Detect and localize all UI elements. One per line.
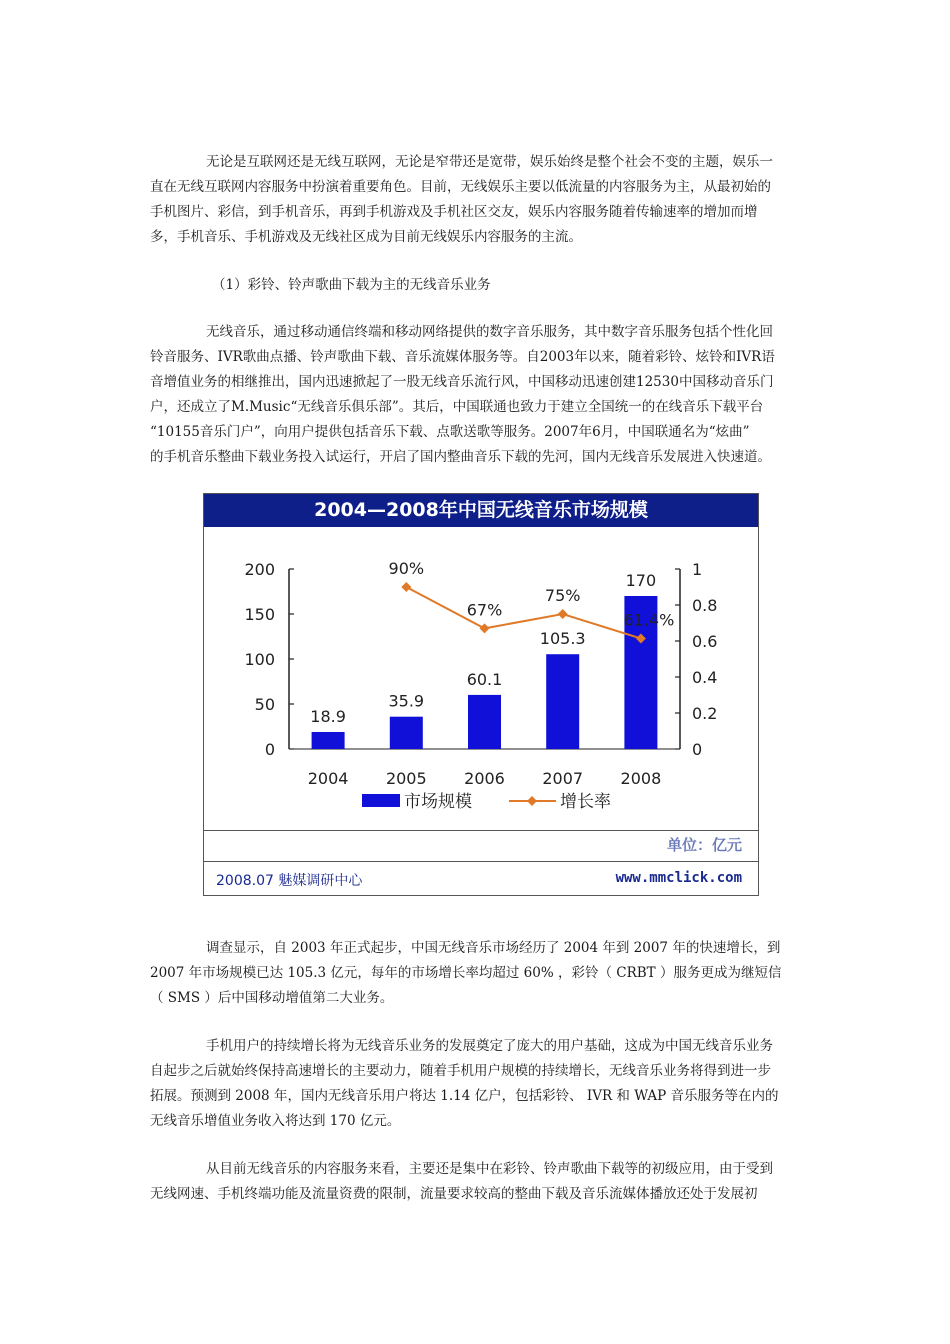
text-line: “10155音乐门户”，向用户提供包括音乐下载、点歌送歌等服务。2007年6月，中国联通名为“炫曲” bbox=[150, 424, 750, 440]
legend-line-marker bbox=[527, 796, 537, 806]
right-axis-tick-label: 0.8 bbox=[692, 596, 718, 615]
left-axis-tick-label: 150 bbox=[244, 605, 275, 624]
paragraph-survey bbox=[150, 936, 812, 1011]
legend-bar-label: 市场规模 bbox=[404, 792, 472, 812]
text-line: 无线音乐，通过移动通信终端和移动网络提供的数字音乐服务，其中数字音乐服务包括个性化回 bbox=[206, 324, 773, 340]
legend-line-label: 增长率 bbox=[560, 792, 611, 812]
text-line: 手机用户的持续增长将为无线音乐业务的发展奠定了庞大的用户基础，这成为中国无线音乐业务 bbox=[206, 1038, 773, 1054]
paragraph-intro bbox=[150, 150, 812, 250]
growth-rate-marker bbox=[480, 623, 490, 633]
chart-figure bbox=[203, 493, 759, 896]
x-axis-tick-label: 2007 bbox=[542, 769, 584, 788]
growth-rate-label: 75% bbox=[544, 586, 581, 605]
growth-rate-marker bbox=[558, 609, 568, 619]
text-line: 自起步之后就始终保持高速增长的主要动力，随着手机用户规模的持续增长，无线音乐业务将得到进一步 bbox=[150, 1063, 771, 1079]
left-axis-tick-label: 200 bbox=[244, 560, 275, 579]
chart-title: 2004—2008年中国无线音乐市场规模 bbox=[204, 494, 758, 527]
paragraph-content-services bbox=[150, 1157, 812, 1207]
paragraph-wireless-music bbox=[150, 320, 812, 470]
bar-2006 bbox=[468, 695, 501, 749]
bar-value-label: 170 bbox=[625, 571, 657, 590]
right-axis-tick-label: 0.4 bbox=[692, 668, 718, 687]
legend-bar-swatch bbox=[362, 794, 400, 807]
text-line: （ SMS ）后中国移动增值第二大业务。 bbox=[150, 990, 394, 1006]
chart-divider bbox=[204, 830, 758, 831]
text-line: 无线网速、手机终端功能及流量资费的限制，流量要求较高的整曲下载及音乐流媒体播放还处于发展初 bbox=[150, 1186, 758, 1202]
x-axis-tick-label: 2008 bbox=[620, 769, 662, 788]
growth-rate-label: 67% bbox=[466, 600, 503, 620]
text-line: 手机图片、彩信，到手机音乐，再到手机游戏及手机社区交友，娱乐内容服务随着传输速率的增加而增 bbox=[150, 204, 758, 220]
left-axis-tick-label: 50 bbox=[254, 695, 275, 714]
bar-2005 bbox=[390, 717, 423, 749]
text-line: 调查显示，自 2003 年正式起步，中国无线音乐市场经历了 2004 年到 2007 年的快速增长，到 bbox=[206, 940, 781, 956]
text-line: 音增值业务的相继推出，国内迅速掀起了一股无线音乐流行风，中国移动迅速创建12530中国移动音乐门 bbox=[150, 374, 774, 390]
bar-value-label: 35.9 bbox=[388, 691, 425, 711]
right-axis-tick-label: 0.6 bbox=[692, 632, 718, 651]
text-line: 户，还成立了M.Music“无线音乐俱乐部”。其后，中国联通也致力于建立全国统一的在线音乐下载平台 bbox=[150, 399, 764, 415]
bar-2004 bbox=[312, 732, 345, 749]
growth-rate-label: 61.4% bbox=[623, 610, 675, 630]
text-line: 2007 年市场规模已达 105.3 亿元，每年的市场增长率均超过 60% ，彩铃（ CRBT ）服务更成为继短信 bbox=[150, 965, 782, 981]
x-axis-tick-label: 2004 bbox=[307, 769, 349, 788]
bar-2007 bbox=[546, 654, 579, 749]
text-line: 无论是互联网还是无线互联网，无论是窄带还是宽带，娱乐始终是整个社会不变的主题，娱乐一 bbox=[206, 154, 773, 170]
text-line: 直在无线互联网内容服务中扮演着重要角色。目前，无线娱乐主要以低流量的内容服务为主，从最初始的 bbox=[150, 179, 771, 195]
text-line: 拓展。预测到 2008 年，国内无线音乐用户将达 1.14 亿户，包括彩铃、 IVR 和 WAP 音乐服务等在内的 bbox=[150, 1088, 779, 1104]
chart-website: www.mmclick.com bbox=[615, 870, 742, 886]
text-line: 的手机音乐整曲下载业务投入试运行，开启了国内整曲音乐下载的先河，国内无线音乐发展进入快速道。 bbox=[150, 449, 771, 465]
text-line: 从目前无线音乐的内容服务来看，主要还是集中在彩铃、铃声歌曲下载等的初级应用，由于受到 bbox=[206, 1161, 773, 1177]
bar-value-label: 60.1 bbox=[466, 669, 503, 689]
right-axis-tick-label: 0 bbox=[692, 740, 703, 759]
chart-unit-label: 单位：亿元 bbox=[666, 836, 742, 854]
bar-value-label: 105.3 bbox=[539, 629, 586, 649]
right-axis-tick-label: 1 bbox=[692, 560, 703, 579]
right-axis-tick-label: 0.2 bbox=[692, 704, 718, 723]
text-line: 多，手机音乐、手机游戏及无线社区成为目前无线娱乐内容服务的主流。 bbox=[150, 229, 582, 245]
left-axis-tick-label: 0 bbox=[264, 740, 275, 759]
growth-rate-line bbox=[406, 587, 641, 638]
left-axis-tick-label: 100 bbox=[244, 650, 275, 669]
x-axis-tick-label: 2005 bbox=[385, 769, 427, 788]
text-line: 铃音服务、IVR歌曲点播、铃声歌曲下载、音乐流媒体服务等。自2003年以来，随着彩铃、炫铃和IVR语 bbox=[150, 349, 775, 365]
chart-source: 2008.07 魅媒调研中心 bbox=[216, 873, 363, 889]
paragraph-users bbox=[150, 1034, 812, 1134]
x-axis-tick-label: 2006 bbox=[464, 769, 505, 788]
chart-footer bbox=[204, 861, 758, 898]
text-line: 无线音乐增值业务收入将达到 170 亿元。 bbox=[150, 1113, 401, 1129]
growth-rate-marker bbox=[401, 582, 411, 592]
chart-plot bbox=[204, 527, 758, 827]
bar-value-label: 18.9 bbox=[310, 706, 346, 726]
section-heading: （1）彩铃、铃声歌曲下载为主的无线音乐业务 bbox=[212, 277, 491, 293]
growth-rate-label: 90% bbox=[388, 559, 425, 578]
